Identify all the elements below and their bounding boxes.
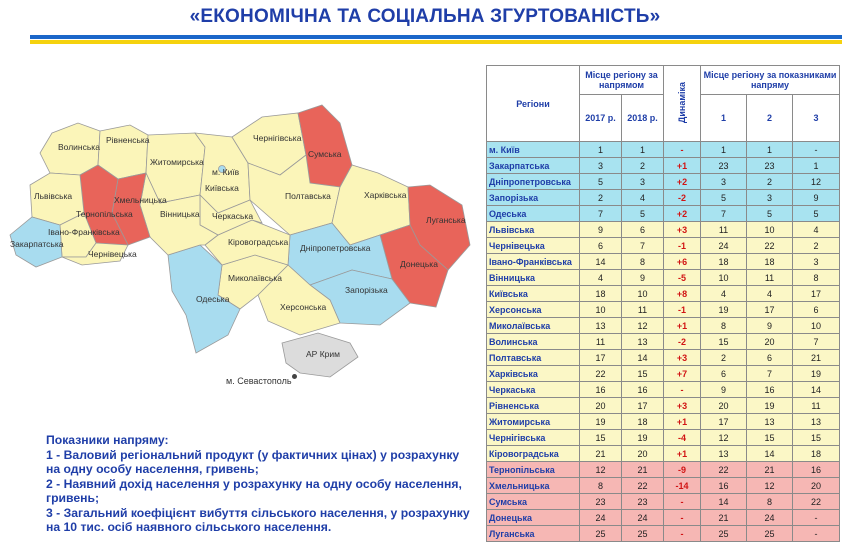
ukraine-map xyxy=(0,95,485,395)
header-dynamics-text: Динаміка xyxy=(677,81,687,124)
legend-item: 1 - Валовий регіональний продукт (у фактичних цінах) у розрахунку на одну особу населення, гривень; xyxy=(46,447,460,476)
row-indicator-1: 11 xyxy=(701,222,747,238)
row-indicator-3: 9 xyxy=(793,190,840,206)
row-indicator-1: 1 xyxy=(701,142,747,158)
map-label: Вінницька xyxy=(160,209,200,219)
row-rank-2018: 4 xyxy=(622,190,664,206)
table-row xyxy=(487,430,840,446)
row-indicator-2: 19 xyxy=(747,398,793,414)
table-row xyxy=(487,238,840,254)
row-region-name: Київська xyxy=(487,286,580,302)
row-indicator-1: 20 xyxy=(701,398,747,414)
row-indicator-2: 13 xyxy=(747,414,793,430)
table-row xyxy=(487,350,840,366)
map-label: Кіровоградська xyxy=(228,237,289,247)
map-label: Чернівецька xyxy=(88,249,137,259)
map-label: АР Крим xyxy=(306,349,340,359)
sevastopol-marker xyxy=(292,374,297,379)
row-rank-2017: 21 xyxy=(580,446,622,462)
row-dynamics: - xyxy=(664,142,701,158)
table-row xyxy=(487,414,840,430)
row-rank-2018: 11 xyxy=(622,302,664,318)
row-rank-2018: 20 xyxy=(622,446,664,462)
row-region-name: Сумська xyxy=(487,494,580,510)
row-rank-2017: 15 xyxy=(580,430,622,446)
row-indicator-1: 7 xyxy=(701,206,747,222)
row-indicator-3: 10 xyxy=(793,318,840,334)
map-label: Одеська xyxy=(196,294,230,304)
map-label: Черкаська xyxy=(212,211,254,221)
map-label: Донецька xyxy=(400,259,438,269)
row-indicator-3: - xyxy=(793,526,840,542)
row-indicator-1: 15 xyxy=(701,334,747,350)
map-label: Харківська xyxy=(364,190,407,200)
row-indicator-2: 24 xyxy=(747,510,793,526)
row-region-name: Кіровоградська xyxy=(487,446,580,462)
table-row xyxy=(487,270,840,286)
row-rank-2017: 2 xyxy=(580,190,622,206)
table-row xyxy=(487,158,840,174)
header-place-direction: Місце регіону за напрямом xyxy=(580,66,664,95)
table-row xyxy=(487,510,840,526)
row-rank-2018: 25 xyxy=(622,526,664,542)
map-label: м. Київ xyxy=(212,167,240,177)
header-ind-2: 2 xyxy=(747,95,793,142)
row-dynamics: +3 xyxy=(664,350,701,366)
row-indicator-2: 15 xyxy=(747,430,793,446)
row-rank-2017: 1 xyxy=(580,142,622,158)
row-indicator-2: 3 xyxy=(747,190,793,206)
row-indicator-1: 16 xyxy=(701,478,747,494)
map-label: Миколаївська xyxy=(228,273,282,283)
map-label: Київська xyxy=(205,183,239,193)
row-dynamics: +6 xyxy=(664,254,701,270)
row-rank-2018: 19 xyxy=(622,430,664,446)
header-ind-1: 1 xyxy=(701,95,747,142)
row-indicator-2: 22 xyxy=(747,238,793,254)
table-body xyxy=(487,142,840,542)
table-row xyxy=(487,286,840,302)
row-rank-2018: 15 xyxy=(622,366,664,382)
table-row xyxy=(487,254,840,270)
table-row xyxy=(487,206,840,222)
row-rank-2017: 17 xyxy=(580,350,622,366)
row-indicator-1: 3 xyxy=(701,174,747,190)
row-dynamics: +1 xyxy=(664,414,701,430)
row-region-name: Житомирська xyxy=(487,414,580,430)
row-region-name: Львівська xyxy=(487,222,580,238)
row-indicator-3: 17 xyxy=(793,286,840,302)
row-dynamics: -9 xyxy=(664,462,701,478)
row-region-name: Одеська xyxy=(487,206,580,222)
row-indicator-1: 24 xyxy=(701,238,747,254)
row-indicator-1: 8 xyxy=(701,318,747,334)
row-rank-2017: 19 xyxy=(580,414,622,430)
row-indicator-3: 19 xyxy=(793,366,840,382)
row-rank-2017: 3 xyxy=(580,158,622,174)
row-rank-2018: 23 xyxy=(622,494,664,510)
row-rank-2018: 7 xyxy=(622,238,664,254)
table-row xyxy=(487,398,840,414)
row-rank-2017: 5 xyxy=(580,174,622,190)
map-label: Сумська xyxy=(308,149,342,159)
map-label: Запорізька xyxy=(345,285,388,295)
row-region-name: Закарпатська xyxy=(487,158,580,174)
row-dynamics: +1 xyxy=(664,446,701,462)
header-2017: 2017 р. xyxy=(580,95,622,142)
row-indicator-1: 17 xyxy=(701,414,747,430)
row-indicator-1: 18 xyxy=(701,254,747,270)
row-indicator-2: 6 xyxy=(747,350,793,366)
row-region-name: м. Київ xyxy=(487,142,580,158)
header-dynamics xyxy=(664,66,701,142)
row-indicator-2: 21 xyxy=(747,462,793,478)
header-regions: Регіони xyxy=(487,66,580,142)
row-rank-2017: 13 xyxy=(580,318,622,334)
table-row xyxy=(487,142,840,158)
row-rank-2017: 23 xyxy=(580,494,622,510)
row-dynamics: +1 xyxy=(664,158,701,174)
row-dynamics: +2 xyxy=(664,206,701,222)
row-indicator-2: 1 xyxy=(747,142,793,158)
row-indicator-2: 10 xyxy=(747,222,793,238)
row-rank-2018: 14 xyxy=(622,350,664,366)
row-dynamics: -2 xyxy=(664,334,701,350)
ranking-table xyxy=(486,65,840,542)
map-label: Івано-Франківська xyxy=(48,227,120,237)
row-rank-2018: 17 xyxy=(622,398,664,414)
flag-stripe-yellow xyxy=(30,40,842,44)
row-indicator-2: 23 xyxy=(747,158,793,174)
header-2018: 2018 р. xyxy=(622,95,664,142)
row-indicator-1: 13 xyxy=(701,446,747,462)
table-row xyxy=(487,526,840,542)
row-indicator-1: 6 xyxy=(701,366,747,382)
table-row xyxy=(487,222,840,238)
map-label: Закарпатська xyxy=(10,239,64,249)
row-dynamics: -2 xyxy=(664,190,701,206)
row-indicator-1: 21 xyxy=(701,510,747,526)
map-label: Хмельницька xyxy=(114,195,167,205)
row-indicator-3: 13 xyxy=(793,414,840,430)
map-label: Львівська xyxy=(34,191,73,201)
row-rank-2017: 16 xyxy=(580,382,622,398)
row-indicator-3: - xyxy=(793,510,840,526)
row-rank-2017: 11 xyxy=(580,334,622,350)
row-region-name: Миколаївська xyxy=(487,318,580,334)
row-indicator-3: 6 xyxy=(793,302,840,318)
row-rank-2018: 6 xyxy=(622,222,664,238)
row-indicator-3: - xyxy=(793,142,840,158)
flag-stripe-blue xyxy=(30,35,842,39)
map-label: Тернопільська xyxy=(76,209,133,219)
row-rank-2017: 24 xyxy=(580,510,622,526)
row-indicator-2: 12 xyxy=(747,478,793,494)
map-label: Житомирська xyxy=(150,157,204,167)
row-rank-2018: 9 xyxy=(622,270,664,286)
row-dynamics: - xyxy=(664,494,701,510)
page-title: «ЕКОНОМІЧНА ТА СОЦІАЛЬНА ЗГУРТОВАНІСТЬ» xyxy=(189,6,661,27)
row-indicator-1: 23 xyxy=(701,158,747,174)
row-dynamics: -14 xyxy=(664,478,701,494)
row-indicator-1: 12 xyxy=(701,430,747,446)
row-region-name: Івано-Франківська xyxy=(487,254,580,270)
row-rank-2017: 20 xyxy=(580,398,622,414)
row-rank-2018: 13 xyxy=(622,334,664,350)
row-indicator-3: 3 xyxy=(793,254,840,270)
table-row xyxy=(487,302,840,318)
map-label: Чернігівська xyxy=(253,133,302,143)
table-row xyxy=(487,382,840,398)
table-row xyxy=(487,366,840,382)
row-indicator-3: 11 xyxy=(793,398,840,414)
row-indicator-1: 14 xyxy=(701,494,747,510)
row-rank-2017: 18 xyxy=(580,286,622,302)
row-indicator-3: 14 xyxy=(793,382,840,398)
row-rank-2017: 6 xyxy=(580,238,622,254)
row-indicator-2: 20 xyxy=(747,334,793,350)
row-indicator-1: 9 xyxy=(701,382,747,398)
table-row xyxy=(487,494,840,510)
table-row xyxy=(487,478,840,494)
row-region-name: Тернопільська xyxy=(487,462,580,478)
map-label: Волинська xyxy=(58,142,100,152)
row-rank-2018: 24 xyxy=(622,510,664,526)
row-dynamics: +8 xyxy=(664,286,701,302)
row-dynamics: +2 xyxy=(664,174,701,190)
indicator-legend xyxy=(46,433,476,535)
row-indicator-3: 18 xyxy=(793,446,840,462)
row-rank-2018: 10 xyxy=(622,286,664,302)
row-rank-2017: 8 xyxy=(580,478,622,494)
row-region-name: Чернігівська xyxy=(487,430,580,446)
row-region-name: Дніпропетровська xyxy=(487,174,580,190)
map-label: Рівненська xyxy=(106,135,150,145)
row-indicator-3: 20 xyxy=(793,478,840,494)
row-indicator-3: 15 xyxy=(793,430,840,446)
row-rank-2017: 10 xyxy=(580,302,622,318)
row-indicator-3: 21 xyxy=(793,350,840,366)
row-rank-2018: 2 xyxy=(622,158,664,174)
map-label: Херсонська xyxy=(280,302,327,312)
row-region-name: Волинська xyxy=(487,334,580,350)
row-dynamics: +7 xyxy=(664,366,701,382)
row-indicator-2: 25 xyxy=(747,526,793,542)
sevastopol-label: м. Севастополь xyxy=(226,376,292,386)
row-rank-2018: 12 xyxy=(622,318,664,334)
row-indicator-2: 16 xyxy=(747,382,793,398)
row-region-name: Рівненська xyxy=(487,398,580,414)
row-indicator-3: 22 xyxy=(793,494,840,510)
row-indicator-2: 17 xyxy=(747,302,793,318)
row-indicator-2: 4 xyxy=(747,286,793,302)
row-region-name: Вінницька xyxy=(487,270,580,286)
row-indicator-3: 16 xyxy=(793,462,840,478)
row-region-name: Луганська xyxy=(487,526,580,542)
row-indicator-2: 11 xyxy=(747,270,793,286)
row-dynamics: - xyxy=(664,510,701,526)
legend-item: 3 - Загальний коефіцієнт вибуття сільського населення, у розрахунку на 10 тис. осіб наявного сільського населення. xyxy=(46,505,470,534)
row-indicator-1: 19 xyxy=(701,302,747,318)
row-rank-2017: 7 xyxy=(580,206,622,222)
row-region-name: Харківська xyxy=(487,366,580,382)
row-indicator-1: 25 xyxy=(701,526,747,542)
row-indicator-1: 22 xyxy=(701,462,747,478)
row-region-name: Запорізька xyxy=(487,190,580,206)
table-row xyxy=(487,190,840,206)
table-row xyxy=(487,174,840,190)
row-region-name: Полтавська xyxy=(487,350,580,366)
row-indicator-3: 8 xyxy=(793,270,840,286)
row-region-name: Черкаська xyxy=(487,382,580,398)
row-indicator-2: 14 xyxy=(747,446,793,462)
row-rank-2017: 9 xyxy=(580,222,622,238)
row-dynamics: -1 xyxy=(664,238,701,254)
row-indicator-3: 12 xyxy=(793,174,840,190)
row-indicator-1: 10 xyxy=(701,270,747,286)
row-dynamics: -4 xyxy=(664,430,701,446)
row-rank-2018: 5 xyxy=(622,206,664,222)
row-rank-2018: 1 xyxy=(622,142,664,158)
row-indicator-1: 2 xyxy=(701,350,747,366)
row-rank-2018: 16 xyxy=(622,382,664,398)
row-dynamics: +3 xyxy=(664,222,701,238)
row-indicator-1: 4 xyxy=(701,286,747,302)
map-label: Полтавська xyxy=(285,191,331,201)
header-ind-3: 3 xyxy=(793,95,840,142)
row-indicator-2: 2 xyxy=(747,174,793,190)
row-region-name: Чернівецька xyxy=(487,238,580,254)
row-dynamics: +3 xyxy=(664,398,701,414)
row-indicator-2: 18 xyxy=(747,254,793,270)
row-rank-2018: 21 xyxy=(622,462,664,478)
map-label: Луганська xyxy=(426,215,466,225)
row-region-name: Донецька xyxy=(487,510,580,526)
row-dynamics: +1 xyxy=(664,318,701,334)
row-dynamics: -5 xyxy=(664,270,701,286)
table-row xyxy=(487,334,840,350)
row-indicator-3: 5 xyxy=(793,206,840,222)
row-rank-2017: 4 xyxy=(580,270,622,286)
map-label: Дніпропетровська xyxy=(300,243,371,253)
map-svg xyxy=(0,95,485,395)
row-indicator-3: 4 xyxy=(793,222,840,238)
row-rank-2017: 22 xyxy=(580,366,622,382)
table-row xyxy=(487,446,840,462)
row-region-name: Херсонська xyxy=(487,302,580,318)
table-row xyxy=(487,462,840,478)
legend-heading: Показники напряму: xyxy=(46,433,169,447)
row-indicator-3: 7 xyxy=(793,334,840,350)
row-indicator-2: 5 xyxy=(747,206,793,222)
row-indicator-2: 8 xyxy=(747,494,793,510)
row-rank-2017: 14 xyxy=(580,254,622,270)
legend-item: 2 - Наявний дохід населення у розрахунку на одну особу населення, гривень; xyxy=(46,476,462,505)
row-dynamics: -1 xyxy=(664,302,701,318)
row-rank-2018: 18 xyxy=(622,414,664,430)
row-indicator-3: 1 xyxy=(793,158,840,174)
row-rank-2017: 25 xyxy=(580,526,622,542)
row-region-name: Хмельницька xyxy=(487,478,580,494)
row-rank-2018: 3 xyxy=(622,174,664,190)
row-dynamics: - xyxy=(664,382,701,398)
row-rank-2017: 12 xyxy=(580,462,622,478)
row-rank-2018: 22 xyxy=(622,478,664,494)
row-indicator-1: 5 xyxy=(701,190,747,206)
row-indicator-2: 7 xyxy=(747,366,793,382)
table-row xyxy=(487,318,840,334)
row-indicator-2: 9 xyxy=(747,318,793,334)
row-dynamics: - xyxy=(664,526,701,542)
header-place-indicators: Місце регіону за показниками напряму xyxy=(701,66,840,95)
row-indicator-3: 2 xyxy=(793,238,840,254)
row-rank-2018: 8 xyxy=(622,254,664,270)
